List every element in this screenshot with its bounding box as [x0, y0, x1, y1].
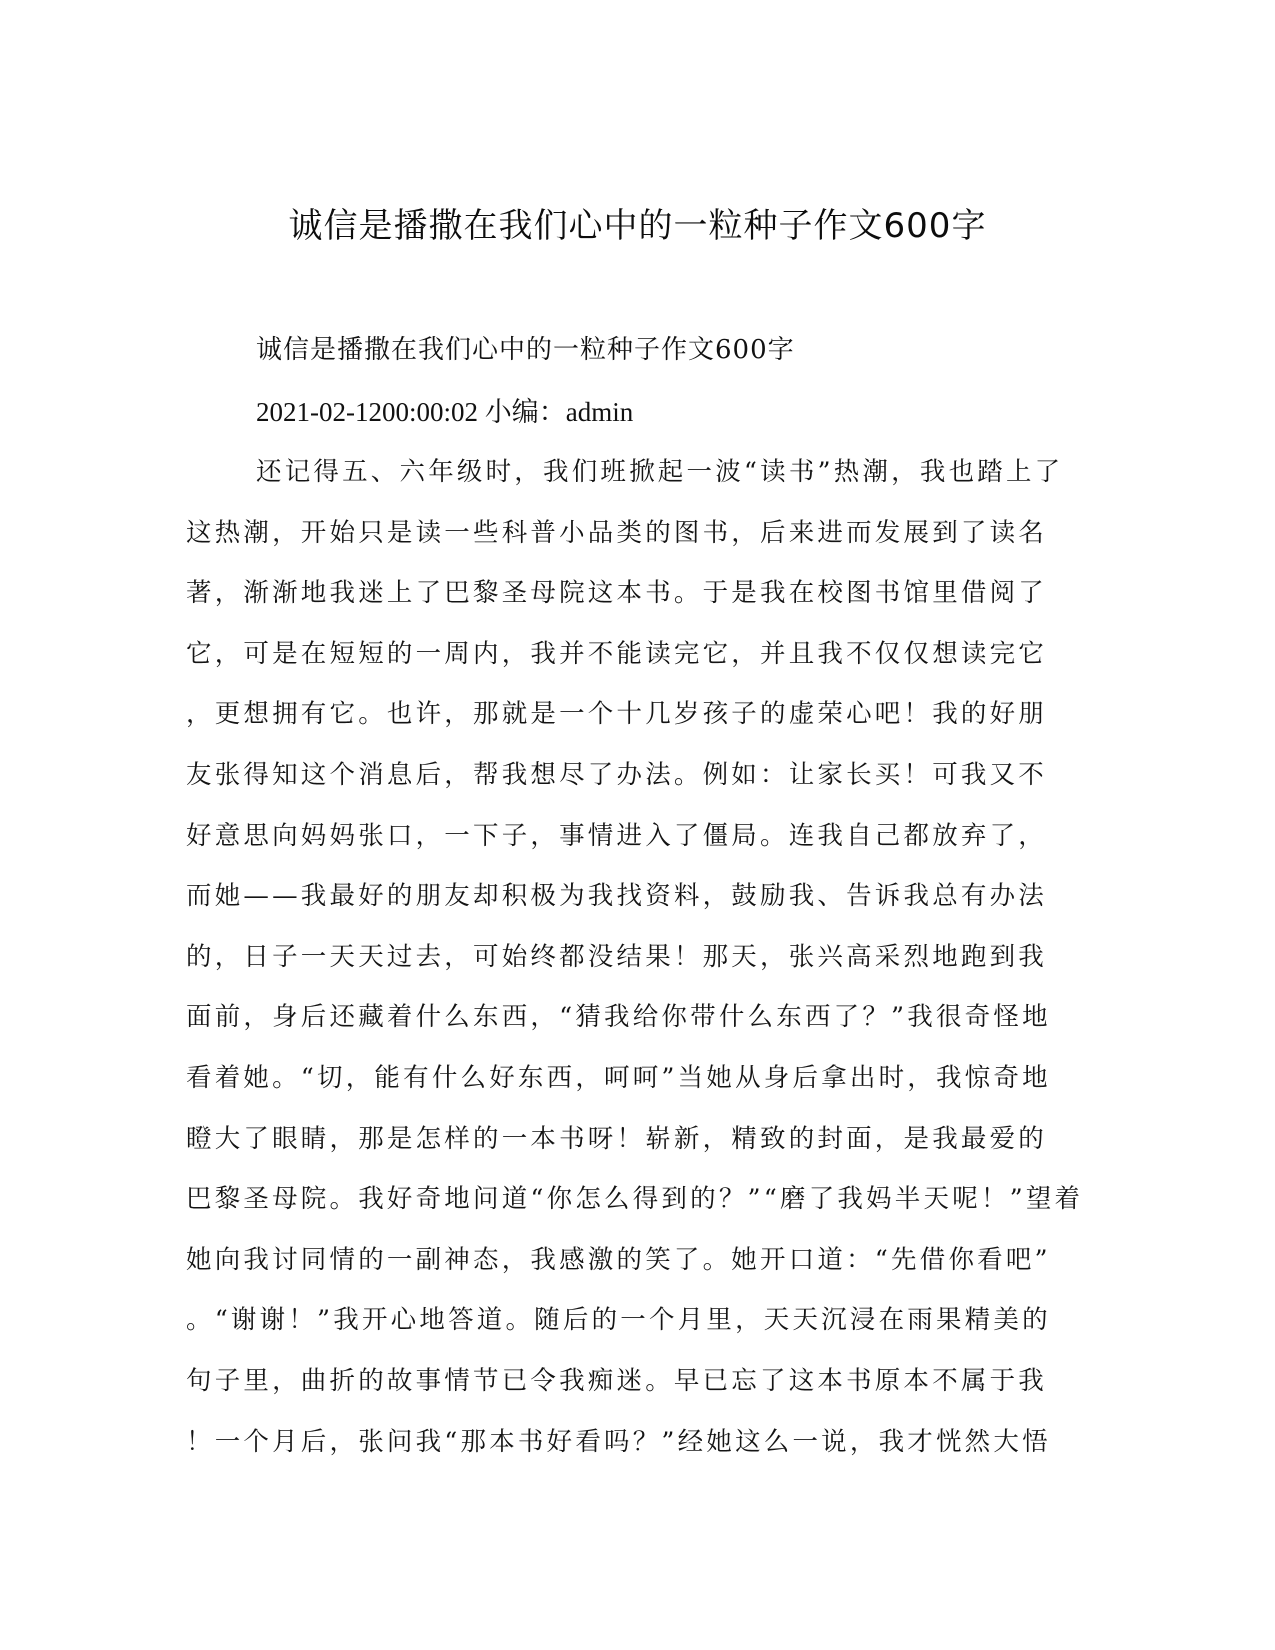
body-line: 面前，身后还藏着什么东西，“猜我给你带什么东西了？”我很奇怪地 — [186, 1002, 1051, 1033]
article-meta: 2021-02-1200:00:02 小编：admin — [256, 397, 634, 427]
body-line: ！一个月后，张问我“那本书好看吗？”经她这么一说，我才恍然大悟 — [186, 1426, 1051, 1457]
body-line: 它，可是在短短的一周内，我并不能读完它，并且我不仅仅想读完它 — [186, 638, 1048, 669]
body-line: 瞪大了眼睛，那是怎样的一本书呀！崭新，精致的封面，是我最爱的 — [186, 1123, 1048, 1154]
body-line: 著，渐渐地我迷上了巴黎圣母院这本书。于是我在校图书馆里借阅了 — [186, 578, 1048, 609]
body-line: 句子里，曲折的故事情节已令我痴迷。早已忘了这本书原本不属于我 — [186, 1365, 1048, 1396]
body-line: 而她——我最好的朋友却积极为我找资料，鼓励我、告诉我总有办法 — [186, 881, 1048, 912]
article-body — [186, 452, 1084, 1482]
body-line: 的，日子一天天过去，可始终都没结果！那天，张兴高采烈地跑到我 — [186, 941, 1048, 972]
body-line: 巴黎圣母院。我好奇地问道“你怎么得到的？”“磨了我妈半天呢！”望着 — [186, 1184, 1084, 1215]
body-line: 看着她。“切，能有什么好东西，呵呵”当她从身后拿出时，我惊奇地 — [186, 1062, 1051, 1093]
body-line: 她向我讨同情的一副神态，我感激的笑了。她开口道：“先借你看吧” — [186, 1244, 1051, 1275]
body-line: 还记得五、六年级时，我们班掀起一波“读书”热潮，我也踏上了 — [256, 457, 1064, 487]
body-line: ，更想拥有它。也许，那就是一个十几岁孩子的虚荣心吧！我的好朋 — [186, 699, 1048, 730]
body-line: 友张得知这个消息后，帮我想尽了办法。例如：让家长买！可我又不 — [186, 759, 1048, 790]
page-title: 诚信是播撒在我们心中的一粒种子作文600字 — [288, 206, 987, 246]
article-subtitle: 诚信是播撒在我们心中的一粒种子作文600字 — [256, 335, 795, 365]
body-line: 这热潮，开始只是读一些科普小品类的图书，后来进而发展到了读名 — [186, 517, 1048, 548]
body-line: 好意思向妈妈张口，一下子，事情进入了僵局。连我自己都放弃了， — [186, 820, 1048, 851]
body-line: 。“谢谢！”我开心地答道。随后的一个月里，天天沉浸在雨果精美的 — [186, 1305, 1051, 1336]
